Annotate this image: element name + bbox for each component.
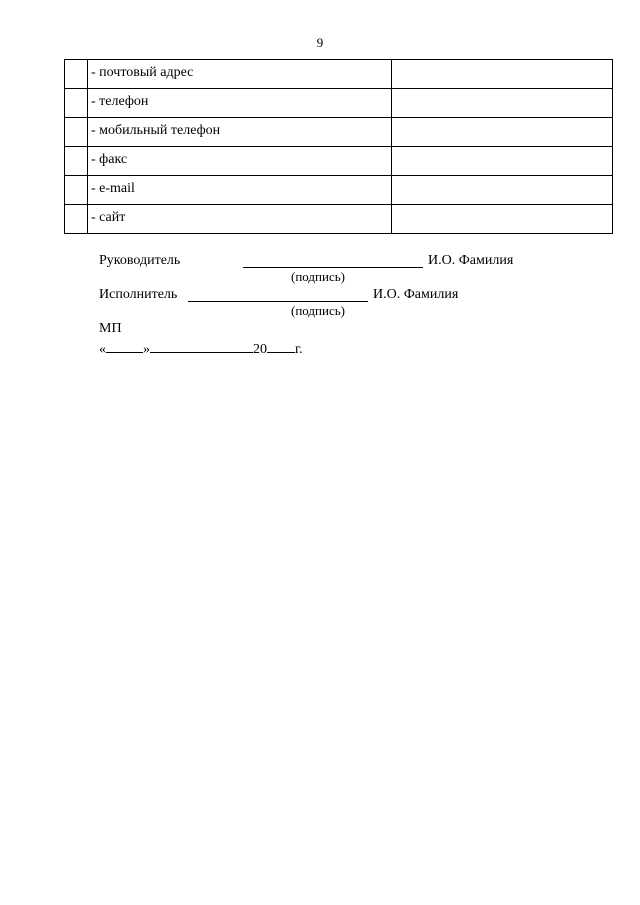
date-year-suffix: г. — [295, 342, 303, 357]
row-label: - мобильный телефон — [88, 118, 392, 147]
head-signature-line[interactable] — [243, 255, 423, 268]
executor-signature-line[interactable] — [188, 289, 368, 302]
date-line — [99, 340, 303, 358]
date-close-quote: » — [143, 342, 150, 357]
row-value — [392, 89, 613, 118]
head-signature-caption: (подпись) — [291, 269, 345, 284]
table-row — [65, 89, 613, 118]
date-open-quote: « — [99, 342, 106, 357]
executor-name: И.О. Фамилия — [373, 287, 459, 302]
table-row — [65, 176, 613, 205]
table-row — [65, 118, 613, 147]
row-label: - телефон — [88, 89, 392, 118]
date-month-blank[interactable] — [150, 340, 253, 353]
row-number-cell — [65, 60, 88, 89]
page-number: 9 — [316, 35, 324, 50]
row-value — [392, 118, 613, 147]
row-value — [392, 176, 613, 205]
row-label: - сайт — [88, 205, 392, 234]
row-value — [392, 205, 613, 234]
head-name: И.О. Фамилия — [428, 253, 514, 268]
row-number-cell — [65, 89, 88, 118]
row-label: - почтовый адрес — [88, 60, 392, 89]
date-century: 20 — [253, 342, 267, 357]
row-number-cell — [65, 205, 88, 234]
date-year-blank[interactable] — [267, 340, 295, 353]
table-row — [65, 60, 613, 89]
row-number-cell — [65, 118, 88, 147]
table-row — [65, 205, 613, 234]
executor-signature-caption: (подпись) — [291, 303, 345, 318]
stamp-label: МП — [99, 321, 122, 336]
executor-label: Исполнитель — [99, 287, 178, 302]
row-label: - факс — [88, 147, 392, 176]
row-number-cell — [65, 176, 88, 205]
row-value — [392, 147, 613, 176]
date-day-blank[interactable] — [106, 340, 143, 353]
row-value — [392, 60, 613, 89]
head-label: Руководитель — [99, 253, 181, 268]
table-row — [65, 147, 613, 176]
row-label: - e-mail — [88, 176, 392, 205]
row-number-cell — [65, 147, 88, 176]
contacts-table — [64, 59, 613, 234]
